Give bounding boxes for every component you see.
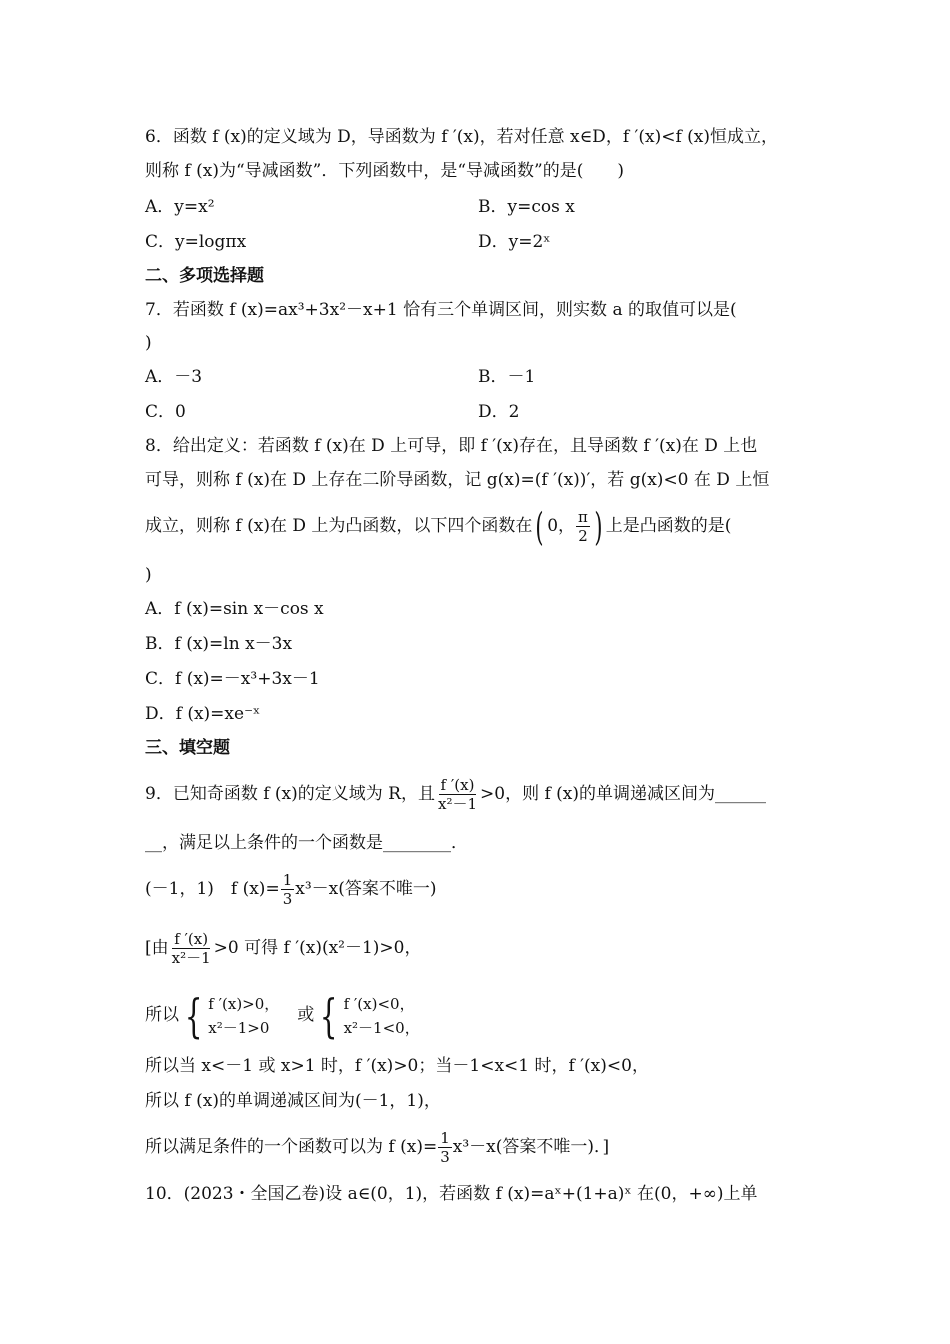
q8-option-a: A．f (x)=sin x－cos x	[145, 599, 324, 619]
q7-option-c: C．0	[145, 402, 186, 422]
fraction-denominator: 2	[578, 527, 588, 545]
section-heading-multiple-choice: 二、多项选择题	[145, 266, 264, 286]
q6-stem-line2: 则称 f (x)为“导减函数”．下列函数中，是“导减函数”的是( )	[145, 161, 624, 181]
interval-left: 0，	[547, 516, 576, 536]
fraction-numerator: 1	[282, 871, 293, 889]
q8-stem-line1: 8．给出定义：若函数 f (x)在 D 上可导，即 f ′(x)存在，且导函数 f ′(x)在 D 上也	[145, 436, 758, 456]
sol1-fraction	[170, 930, 213, 967]
system1-row1: f ′(x)>0，	[208, 994, 280, 1013]
pi-over-2-fraction	[576, 508, 590, 545]
q7-option-b: B．－1	[478, 367, 536, 387]
fraction-numerator: f ′(x)	[174, 930, 209, 948]
fraction-denominator: x²－1	[437, 795, 478, 813]
right-paren: )	[594, 504, 603, 549]
left-brace: {	[184, 988, 203, 1043]
q9-solution-line3: 所以当 x<－1 或 x>1 时，f ′(x)>0；当－1<x<1 时，f ′(x)<0，	[145, 1056, 649, 1076]
section-heading-fill-in: 三、填空题	[145, 738, 230, 758]
system1-row2: x²－1>0	[208, 1018, 270, 1037]
sol5-post: x³－x(答案不唯一)．]	[452, 1137, 610, 1157]
fraction-numerator: 1	[440, 1129, 450, 1147]
q7-stem-line1: 7．若函数 f (x)=ax³+3x²－x+1 恰有三个单调区间，则实数 a 的取值可以是(	[145, 300, 737, 320]
q9-stem-post: >0，则 f (x)的单调递减区间为______	[480, 784, 767, 804]
q9-stem-line1	[145, 772, 766, 816]
one-third-fraction	[281, 871, 295, 908]
q6-option-c: C．y=logπx	[145, 232, 247, 252]
q9-solution-line5	[145, 1125, 609, 1169]
left-paren: (	[535, 504, 544, 549]
q7-option-d: D．2	[478, 402, 520, 422]
fraction-numerator: f ′(x)	[440, 776, 475, 794]
sol1-pre: [由	[145, 938, 169, 958]
q6-option-d: D．y=2ˣ	[478, 232, 551, 252]
q8-stem-line3-post: 上是凸函数的是(	[605, 516, 732, 536]
q6-option-b: B．y=cos x	[478, 197, 575, 217]
fraction-denominator: x²－1	[171, 949, 211, 967]
q9-fraction	[436, 776, 479, 813]
q9-solution-line4: 所以 f (x)的单调递减区间为(－1，1)，	[145, 1091, 441, 1111]
q9-answer-pre: (－1，1) f (x)=	[145, 879, 280, 899]
q6-stem-line1: 6．函数 f (x)的定义域为 D，导函数为 f ′(x)，若对任意 x∈D，f ′(x)<f (x)恒成立，	[145, 127, 779, 147]
system-of-inequalities-2	[314, 988, 420, 1043]
q8-option-b: B．f (x)=ln x－3x	[145, 634, 293, 654]
sol1-post: >0 可得 f ′(x)(x²－1)>0，	[213, 938, 422, 958]
q9-stem-line2: __，满足以上条件的一个函数是________．	[145, 833, 468, 853]
q8-option-d: D．f (x)=xe⁻ˣ	[145, 704, 261, 724]
q8-stem-line2: 可导，则称 f (x)在 D 上存在二阶导函数，记 g(x)=(f ′(x))′，若 g(x)<0 在 D 上恒	[145, 470, 770, 490]
q9-solution-line1	[145, 924, 422, 972]
q8-stem-line3	[145, 504, 732, 549]
q8-stem-line3-pre: 成立，则称 f (x)在 D 上为凸函数，以下四个函数在	[145, 516, 533, 536]
sol5-pre: 所以满足条件的一个函数可以为 f (x)=	[145, 1137, 438, 1157]
sol5-fraction	[438, 1129, 452, 1166]
system2-row1: f ′(x)<0，	[343, 994, 415, 1013]
q9-solution-line2	[145, 986, 420, 1044]
q8-option-c: C．f (x)=－x³+3x－1	[145, 669, 320, 689]
system2-row2: x²－1<0，	[343, 1018, 420, 1037]
fraction-denominator: 3	[440, 1148, 450, 1166]
sol2-pre: 所以	[145, 1005, 179, 1025]
q10-stem-line1: 10．(2023・全国乙卷)设 a∈(0，1)，若函数 f (x)=aˣ+(1+a)ˣ 在(0，+∞)上单	[145, 1184, 758, 1204]
fraction-denominator: 3	[282, 890, 293, 908]
q8-stem-line4: )	[145, 565, 152, 585]
system-of-inequalities-1	[179, 988, 280, 1043]
left-brace: {	[320, 988, 338, 1043]
q9-answer-post: x³－x(答案不唯一)	[295, 879, 437, 899]
q7-stem-line2: )	[145, 333, 152, 353]
sol2-or: 或	[297, 1005, 315, 1025]
fraction-numerator: π	[578, 508, 588, 526]
q7-option-a: A．－3	[145, 367, 203, 387]
q6-option-a: A．y=x²	[145, 197, 215, 217]
q9-answer	[145, 867, 437, 911]
q9-stem-pre: 9．已知奇函数 f (x)的定义域为 R，且	[145, 784, 435, 804]
